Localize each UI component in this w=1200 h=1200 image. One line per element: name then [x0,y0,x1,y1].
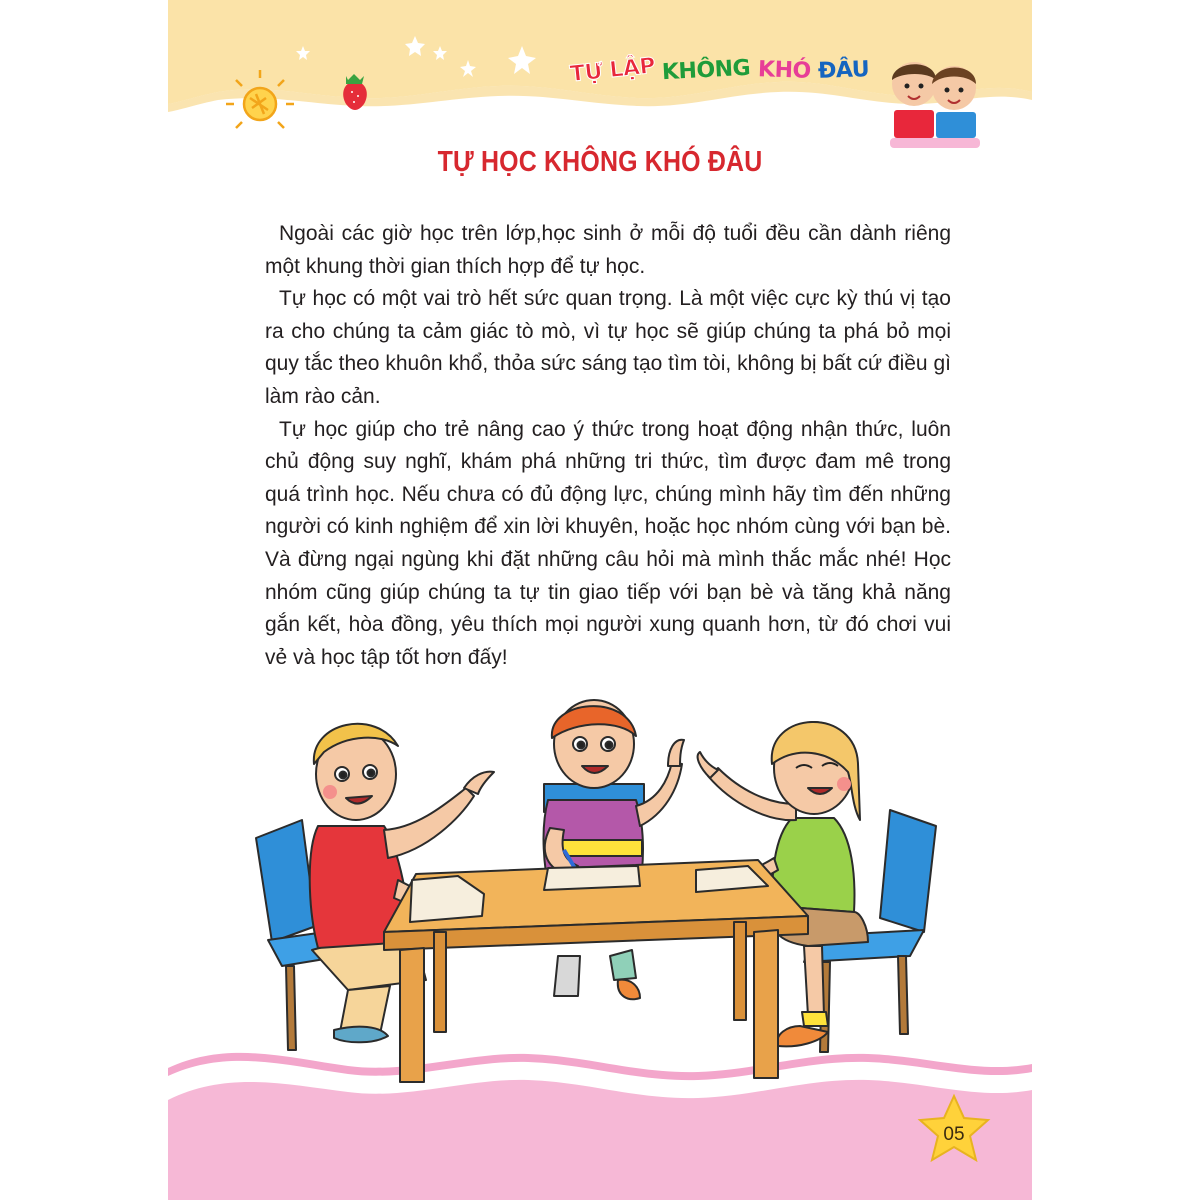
body-text [265,218,951,674]
series-title-part-2: KHÔNG [661,55,752,86]
series-title-part-3: KHÓ [757,57,811,84]
book-page [168,0,1032,1200]
page-number: 05 [943,1124,965,1145]
paragraph-3: Tự học giúp cho trẻ nâng cao ý thức trong hoạt động nhận thức, luôn chủ động suy nghĩ, khám phá những tri thức, tìm được đam mê trong quá trình học. Nếu chưa có đủ động lực, chúng mình hãy tìm đến những người có kinh nghiệm để xin lời khuyên, hoặc học nhóm cùng với bạn bè. Và đừng ngại ngùng khi đặt những câu hỏi mà mình thắc mắc nhé! Học nhóm cũng giúp chúng ta tự tin giao tiếp với bạn bè và tăng khả năng gắn kết, hòa đồng, yêu thích mọi người xung quanh hơn, từ đó chơi vui vẻ và học tập tốt hơn đấy! [265,417,951,669]
strawberry-icon [343,74,367,110]
series-title-part-1: TỰ LẬP [568,53,657,88]
children-studying-illustration [248,680,968,1100]
child-middle [544,700,684,999]
sun-icon [226,70,294,128]
kids-reading-icon [880,50,990,150]
paragraph-1: Ngoài các giờ học trên lớp,học sinh ở mỗi độ tuổi đều cần dành riêng một khung thời gian thích hợp để tự học. [265,222,951,278]
paragraph-2: Tự học có một vai trò hết sức quan trọng. Là một việc cực kỳ thú vị tạo ra cho chúng ta cảm giác tò mò, vì tự học sẽ giúp chúng ta phá bỏ mọi quy tắc theo khuôn khổ, thỏa sức sáng tạo tìm tòi, không bị bất cứ điều gì làm rào cản. [265,287,951,408]
star-icon [296,36,536,77]
series-title [568,53,870,98]
series-title-part-4: ĐÂU [817,57,870,84]
page-title: TỰ HỌC KHÔNG KHÓ ĐÂU [437,146,763,178]
